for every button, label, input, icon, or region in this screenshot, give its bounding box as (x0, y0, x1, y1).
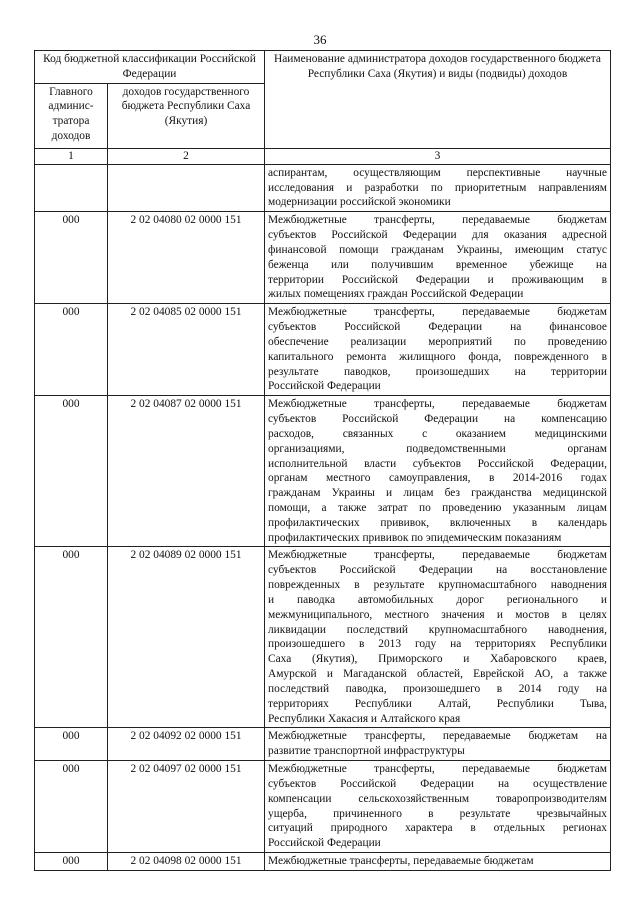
description-line: результате паводков, произошедших на территории (268, 365, 607, 378)
description-line: территории Российской Федерации и проживающим в (268, 273, 607, 286)
revenue-code-cell: 2 02 04092 02 0000 151 (108, 728, 265, 761)
revenue-code-cell: 2 02 04080 02 0000 151 (108, 212, 265, 304)
description-line: Межбюджетные трансферты, передаваемые бюджетам (268, 549, 607, 562)
header-col3-title: Наименование администратора доходов государственного бюджета Республики Саха (Якутия) и виды (подвиды) доходов (265, 51, 611, 149)
column-number-1: 1 (35, 148, 108, 164)
description-line: Российской Федерации (268, 837, 381, 850)
header-row-top (35, 51, 611, 84)
revenue-description-cell (265, 304, 611, 396)
column-number-2: 2 (108, 148, 265, 164)
description-line: субъектов Российской Федерации на компенсацию (268, 413, 607, 426)
admin-code-cell (35, 164, 108, 211)
description-line: межмуниципального, местного значения и мостов в целях (268, 608, 607, 621)
revenue-code-cell: 2 02 04098 02 0000 151 (108, 853, 265, 871)
revenue-code-cell: 2 02 04097 02 0000 151 (108, 761, 265, 853)
description-line: Республики Хакасия и Алтайского края (268, 712, 461, 725)
description-line: развитие транспортной инфраструктуры (268, 745, 465, 758)
revenue-description-cell (265, 761, 611, 853)
revenue-code-cell: 2 02 04087 02 0000 151 (108, 396, 265, 547)
description-line: финансовой помощи гражданам Украины, имеющим статус (268, 243, 607, 256)
header-col1-title: Главного админис-тратора доходов (35, 83, 108, 148)
description-line: компенсации сельскохозяйственным товаропроизводителям (268, 792, 607, 805)
description-line: профилактических прививок, включенных в календарь (268, 516, 607, 529)
description-line: субъектов Российской Федерации для оказания адресной (268, 229, 607, 242)
admin-code-cell: 000 (35, 212, 108, 304)
description-line: Саха (Якутия), Приморского и Хабаровского краев, (268, 653, 607, 666)
revenue-description-cell (265, 728, 611, 761)
header-group-title: Код бюджетной классификации Российской Федерации (35, 51, 265, 84)
column-number-3: 3 (265, 148, 611, 164)
budget-classification-table (34, 50, 611, 871)
revenue-description-cell (265, 212, 611, 304)
admin-code-cell: 000 (35, 396, 108, 547)
revenue-code-cell: 2 02 04089 02 0000 151 (108, 547, 265, 728)
description-line: субъектов Российской Федерации на осуществление (268, 777, 607, 790)
description-line: расходов, связанных с оказанием медицинскими (268, 427, 607, 440)
table-row (35, 212, 611, 304)
description-line: территориях Республики Алтай, Республики Тыва, (268, 697, 607, 710)
description-line: Межбюджетные трансферты, передаваемые бюджетам (268, 763, 607, 776)
table-row (35, 396, 611, 547)
description-line: ситуаций природного характера в отдельных регионах (268, 822, 607, 835)
description-line: последствий паводка, произошедшего в 2014 году на (268, 682, 607, 695)
description-line: исследования и разработки по приоритетным направлениям (268, 181, 607, 194)
admin-code-cell: 000 (35, 853, 108, 871)
description-line: субъектов Российской Федерации на восстановление (268, 564, 607, 577)
admin-code-cell: 000 (35, 728, 108, 761)
table-row (35, 547, 611, 728)
admin-code-cell: 000 (35, 761, 108, 853)
description-line: капитального ремонта жилищного фонда, поврежденного в (268, 350, 607, 363)
revenue-description-cell (265, 853, 611, 871)
description-line: ликвидации последствий крупномасштабного наводнения, (268, 623, 607, 636)
table-row (35, 728, 611, 761)
table-row (35, 304, 611, 396)
revenue-description-cell (265, 396, 611, 547)
description-line: Межбюджетные трансферты, передаваемые бюджетам (268, 855, 534, 868)
description-line: органам местного самоуправления, в 2014-2016 годах (268, 472, 607, 485)
table-row (35, 853, 611, 871)
description-line: организациями, подведомственными органам (268, 442, 607, 455)
page-number: 36 (313, 32, 327, 47)
description-line: поврежденных в результате крупномасштабного наводнения (268, 579, 607, 592)
description-line: Российской Федерации (268, 380, 381, 393)
table-row (35, 761, 611, 853)
description-line: исполнительной власти субъектов Российской Федерации, (268, 457, 607, 470)
revenue-description-cell (265, 547, 611, 728)
admin-code-cell: 000 (35, 304, 108, 396)
description-line: помощи, а также затрат по проведению указанным лицам (268, 501, 607, 514)
description-line: Межбюджетные трансферты, передаваемые бюджетам на (268, 730, 607, 743)
revenue-code-cell: 2 02 04085 02 0000 151 (108, 304, 265, 396)
description-line: произошедшего в 2013 году на территориях Республики (268, 638, 607, 651)
description-line: гражданам Украины и лицам без гражданства медицинской (268, 487, 607, 500)
admin-code-cell: 000 (35, 547, 108, 728)
revenue-description-cell (265, 164, 611, 211)
description-line: беженца или получившим временное убежище на (268, 258, 607, 271)
header-col2-title: доходов государственного бюджета Республики Саха (Якутия) (108, 83, 265, 148)
description-line: ущерба, причиненного в результате чрезвычайных (268, 807, 607, 820)
description-line: Межбюджетные трансферты, передаваемые бюджетам (268, 214, 607, 227)
description-line: и паводка автомобильных дорог регионального и (268, 593, 607, 606)
description-line: профилактических прививок по эпидемическим показаниям (268, 531, 562, 544)
revenue-code-cell (108, 164, 265, 211)
description-line: модернизации российской экономики (268, 196, 451, 209)
column-number-row (35, 148, 611, 164)
description-line: аспирантам, осуществляющим перспективные научные (268, 166, 607, 179)
description-line: Межбюджетные трансферты, передаваемые бюджетам (268, 306, 607, 319)
description-line: Межбюджетные трансферты, передаваемые бюджетам (268, 398, 607, 411)
description-line: жилых помещениях граждан Российской Федерации (268, 288, 524, 301)
description-line: Амурской и Магаданской областей, Еврейской АО, а также (268, 668, 607, 681)
description-line: субъектов Российской Федерации на финансовое (268, 321, 607, 334)
table-row (35, 164, 611, 211)
description-line: обеспечение реализации мероприятий по проведению (268, 335, 607, 348)
